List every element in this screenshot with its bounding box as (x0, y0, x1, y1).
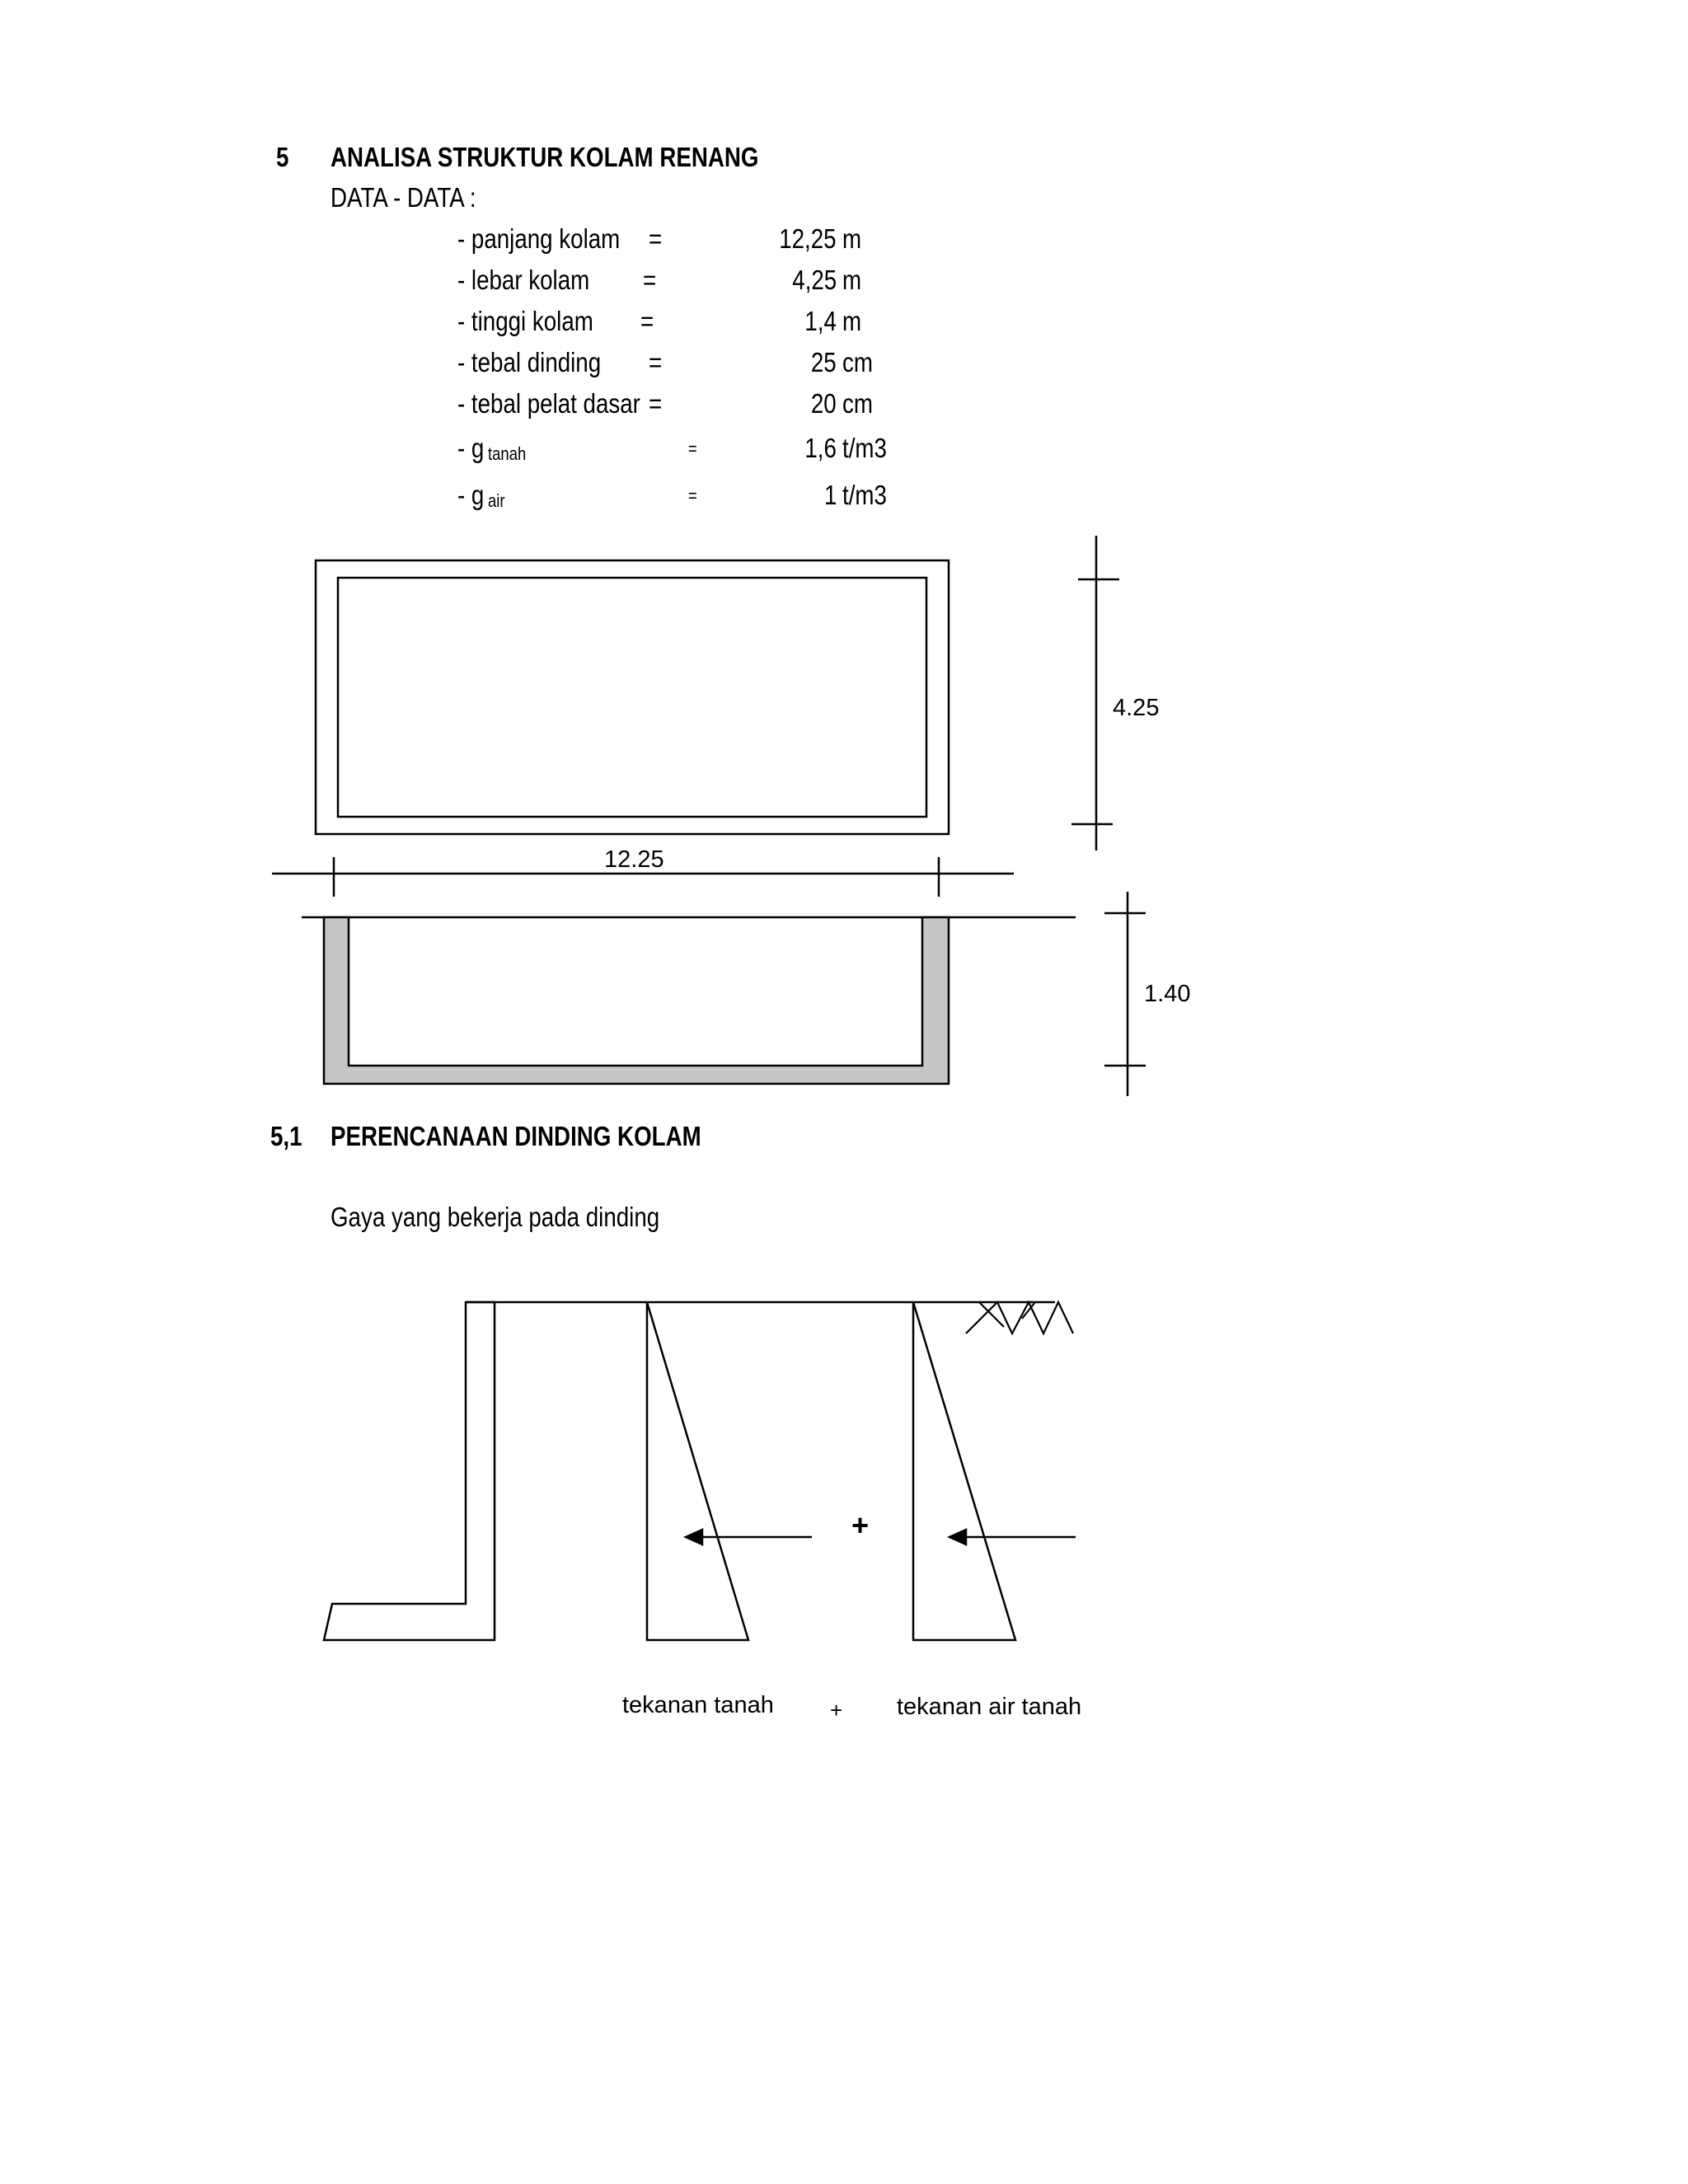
data-eq: = (649, 223, 663, 254)
data-eq: = (643, 265, 657, 295)
data-value: 12,25 (779, 223, 837, 254)
subsection-title: PERENCANAAN DINDING KOLAM (331, 1121, 701, 1151)
gamma-tanah-value: 1,6 (804, 433, 837, 463)
data-unit: cm (842, 347, 873, 377)
gamma-air-symbol: - g (457, 480, 485, 510)
plus-sign-labels: + (830, 1698, 843, 1722)
soil-hatch-icon (966, 1302, 1073, 1333)
pool-plan-view (316, 560, 949, 834)
data-label-tebal-pelat: - tebal pelat dasar (457, 388, 640, 419)
pressure-diagram (324, 1302, 1076, 1640)
data-unit: m (842, 223, 862, 254)
data-label-tinggi: - tinggi kolam (457, 306, 593, 336)
subsection-number: 5,1 (270, 1121, 302, 1151)
label-soil-pressure: tekanan tanah (622, 1692, 774, 1718)
data-label-panjang: - panjang kolam (457, 223, 621, 254)
section-title: ANALISA STRUKTUR KOLAM RENANG (331, 142, 759, 172)
height-dimension (1071, 536, 1119, 851)
data-unit: cm (842, 388, 873, 419)
data-eq: = (649, 347, 663, 377)
retaining-wall-profile (324, 1302, 495, 1640)
plus-sign-middle: + (851, 1508, 870, 1542)
data-heading: DATA - DATA : (331, 182, 476, 213)
label-water-pressure: tekanan air tanah (897, 1694, 1082, 1720)
pool-cross-section (302, 917, 1076, 1084)
data-value: 1,4 (804, 306, 837, 336)
gamma-air-subscript: air (488, 490, 505, 511)
data-label-tebal-dinding: - tebal dinding (457, 347, 602, 377)
gamma-tanah-subscript: tanah (488, 443, 527, 464)
pool-inner-outline (338, 578, 926, 817)
pool-outer-outline (316, 560, 949, 834)
data-eq: = (688, 485, 697, 506)
gamma-air-unit: t/m3 (842, 480, 887, 510)
water-pressure-triangle (913, 1302, 1015, 1640)
data-eq: = (649, 388, 663, 419)
data-eq: = (640, 306, 654, 336)
gamma-tanah-symbol: - g (457, 433, 485, 463)
height-dimension-label: 4.25 (1113, 695, 1160, 721)
data-unit: m (842, 306, 862, 336)
soil-pressure-triangle (647, 1302, 748, 1640)
soil-force-arrowhead (686, 1530, 702, 1544)
data-value: 4,25 (792, 265, 837, 295)
data-label-lebar: - lebar kolam (457, 265, 590, 295)
gamma-air-value: 1 (823, 480, 837, 510)
data-value: 25 (811, 347, 837, 377)
data-unit: m (842, 265, 862, 295)
width-dimension-label: 12.25 (604, 846, 664, 873)
depth-dimension (1104, 892, 1146, 1096)
pool-wall-section (324, 917, 949, 1084)
data-value: 20 (811, 388, 837, 419)
section-number: 5 (276, 142, 289, 172)
forces-caption: Gaya yang bekerja pada dinding (331, 1202, 660, 1232)
water-force-arrowhead (950, 1530, 966, 1544)
depth-dimension-label: 1.40 (1144, 981, 1191, 1007)
data-eq: = (688, 438, 697, 459)
gamma-tanah-unit: t/m3 (842, 433, 887, 463)
